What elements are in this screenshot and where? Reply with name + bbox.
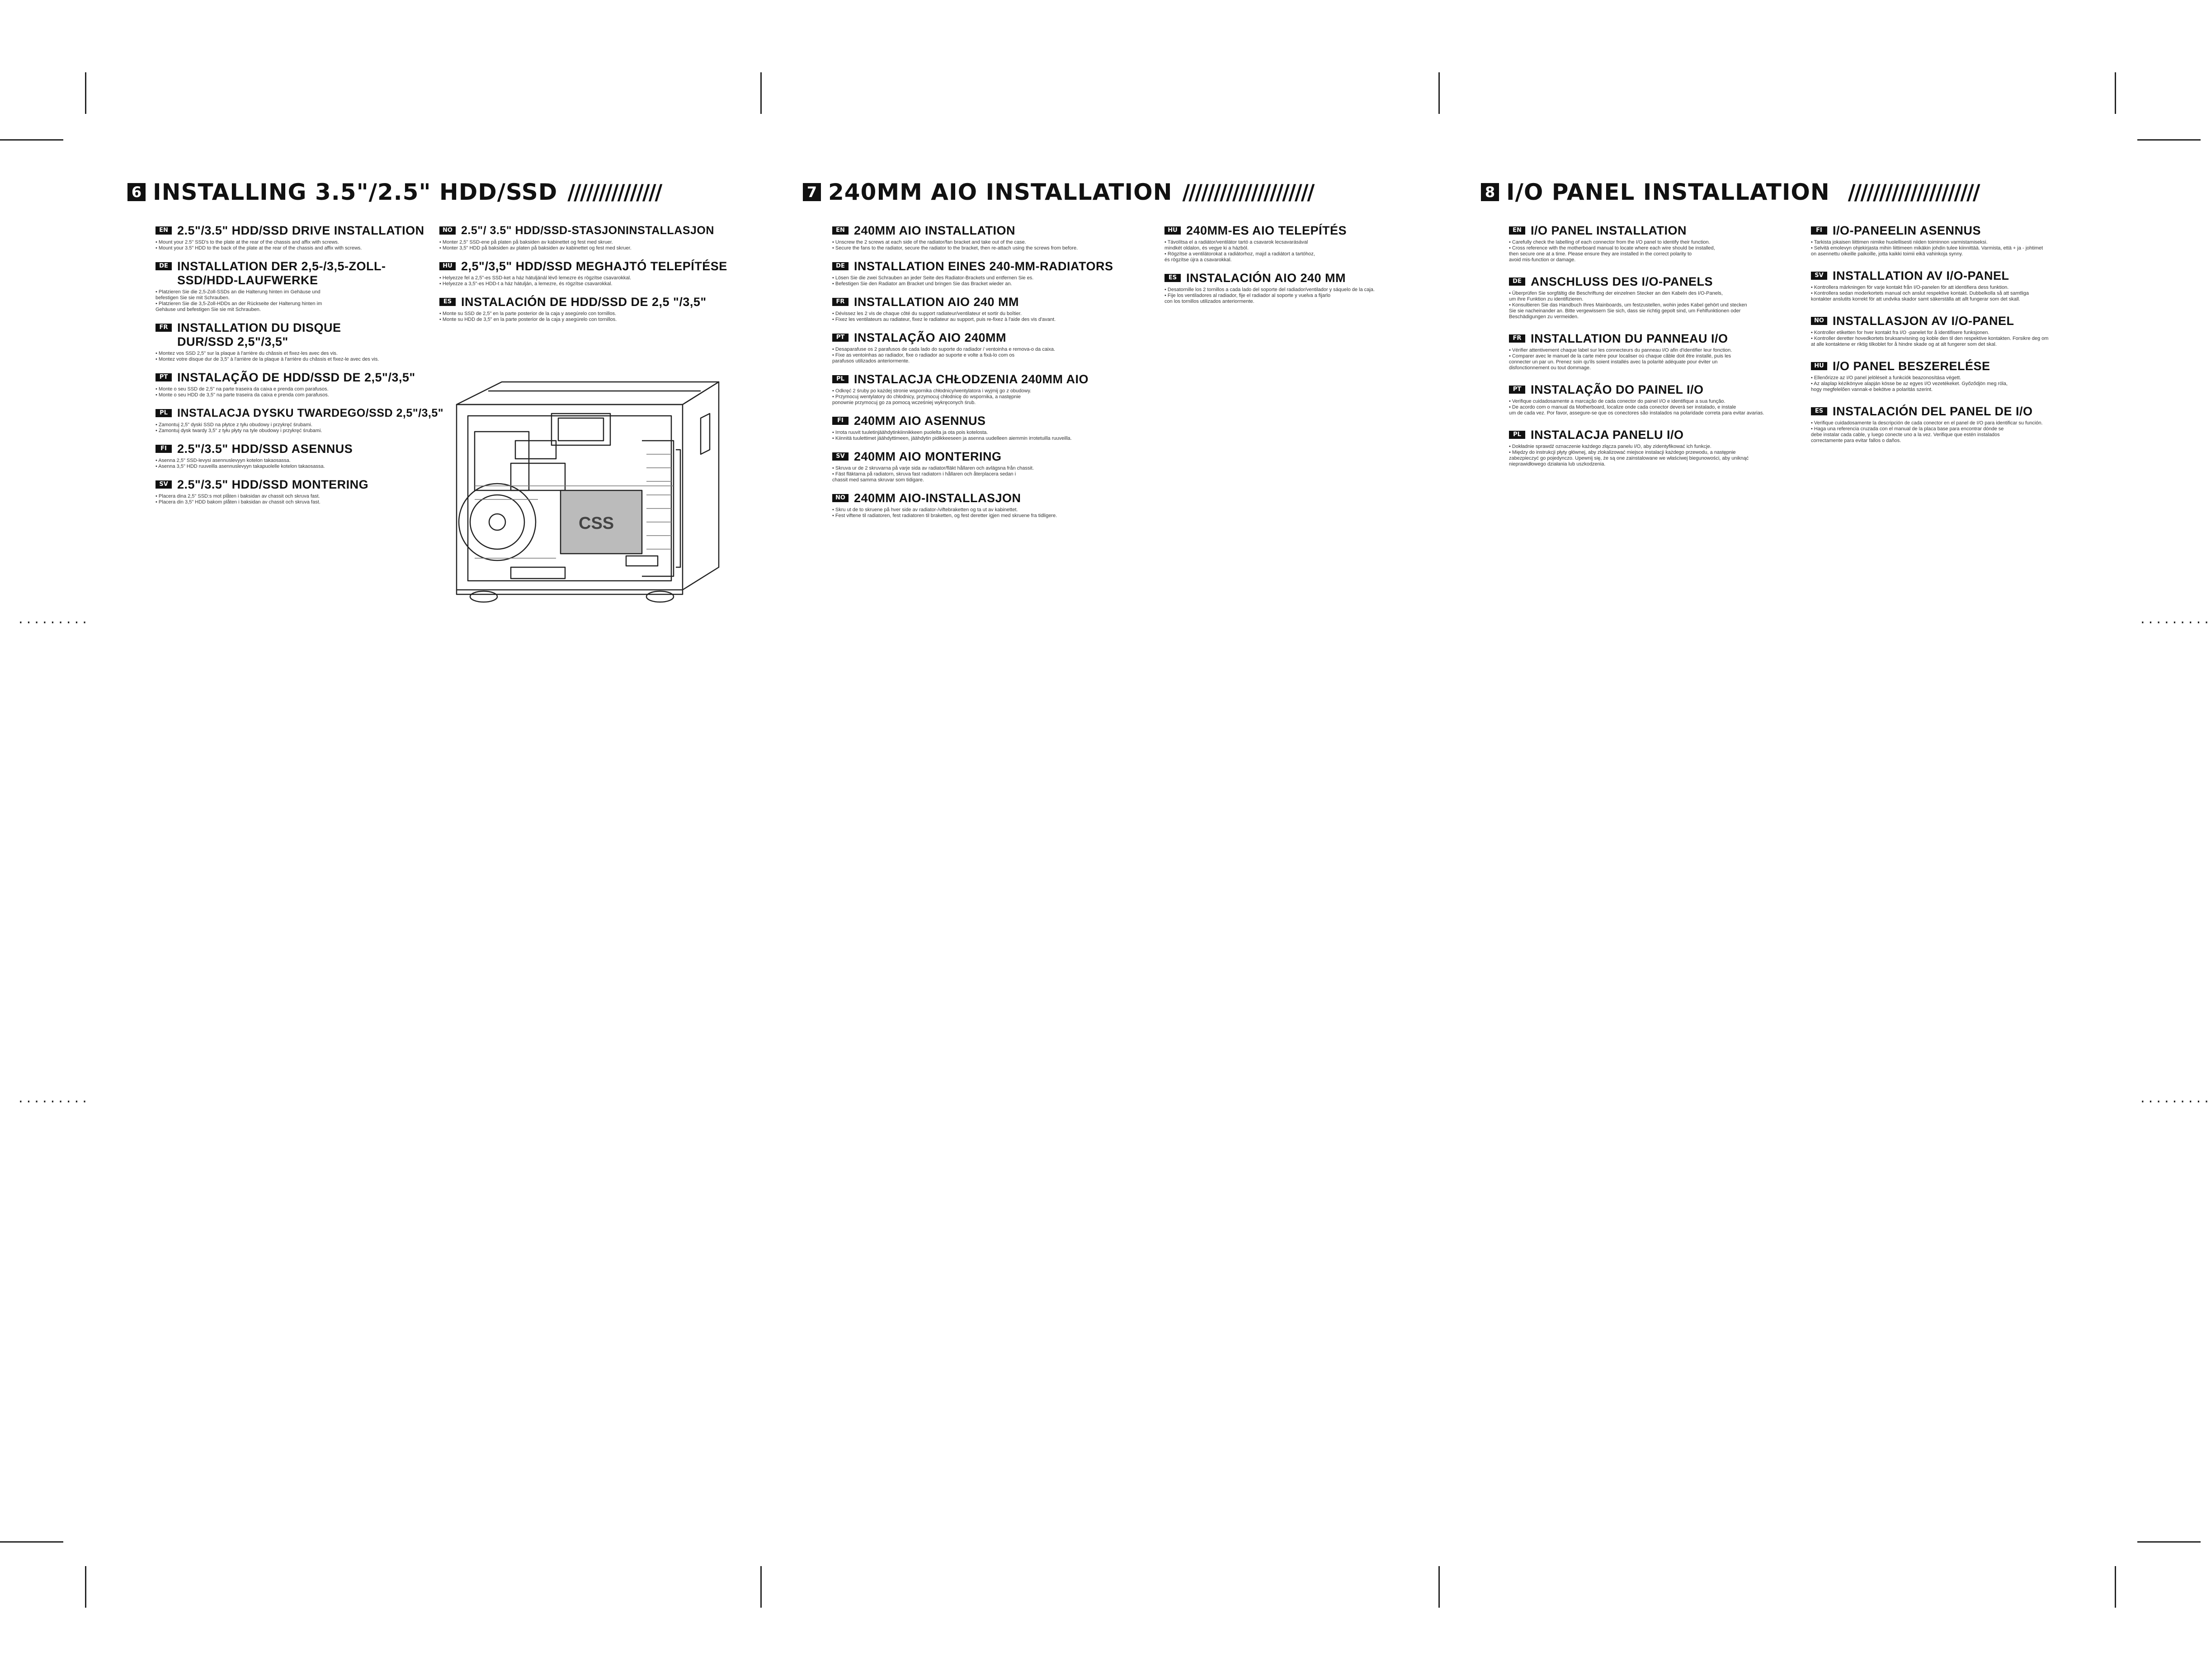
crop-mark — [1438, 1566, 1440, 1608]
language-badge: EN — [1509, 226, 1525, 235]
instruction-line: correctamente para evitar fallos o daños. — [1811, 438, 1901, 443]
decorative-slashes: ///////////////////// — [1848, 180, 1979, 204]
crop-mark — [2137, 139, 2201, 141]
block-title: INSTALACIÓN DE HDD/SSD DE 2,5 "/3,5" — [461, 295, 707, 309]
lang-block-pt — [1509, 383, 1798, 416]
language-badge: FI — [156, 445, 172, 453]
block-title: INSTALACIÓN DEL PANEL DE I/O — [1833, 405, 2033, 418]
decorative-slashes: ///////////////////// — [1182, 180, 1314, 204]
instruction-line: • Tarkista jokaisen liittimen nimike huolellisesti niiden toiminnon varmistamiseksi. — [1811, 240, 1988, 245]
instruction-line: • Rögzítse a ventilátorokat a radiátorhoz, majd a radiátort a tartóhoz, — [1164, 251, 1315, 257]
block-title: ANSCHLUSS DES I/O-PANELS — [1531, 275, 1713, 288]
block-title: INSTALAÇÃO AIO 240MM — [854, 331, 1007, 344]
column-left — [1509, 224, 1798, 475]
language-badge: FR — [1509, 334, 1525, 343]
instruction-line: • Desatornille los 2 tornillos a cada lado del soporte del radiador/ventilador y sáquelo de la caja. — [1164, 287, 1375, 292]
instruction-line: ponownie przymocuj go za pomocą wcześniej wykręconych śrub. — [832, 400, 976, 405]
instruction-line: • Konsultieren Sie das Handbuch Ihres Mainboards, um festzustellen, wohin jedes Kabel gehört und stecken — [1509, 302, 1747, 308]
instruction-line: connecter un par un. Prenez soin qu'ils soient installés avec la polarité adéquate pour éviter un — [1509, 359, 1718, 365]
section-number: 8 — [1481, 183, 1499, 201]
block-title: INSTALACIÓN AIO 240 MM — [1186, 271, 1346, 285]
block-title: 240MM AIO MONTERING — [854, 450, 1002, 463]
section-title: 240MM AIO INSTALLATION — [828, 179, 1173, 205]
language-badge: ES — [1164, 274, 1181, 282]
instruction-line: kontakter anslutits korrekt för att undvika skador samt säkerställa att allt fungerar som det skall. — [1811, 296, 2020, 302]
section-heading — [127, 172, 769, 212]
lang-block-es — [1811, 405, 2091, 444]
column-left — [832, 224, 1158, 527]
instruction-line: • Monte su HDD de 3,5" en la parte posterior de la caja y asegúrelo con tornillos. — [439, 317, 617, 322]
block-title: 240MM AIO-INSTALLASJON — [854, 491, 1021, 505]
instruction-line: • Fest viftene til radiatoren, fest radiatoren til braketten, og fest deretter igjen med skruene fra tidligere. — [832, 513, 1057, 518]
language-badge: DE — [832, 262, 849, 270]
instruction-line: chassit med samma skruvar som tidigare. — [832, 477, 924, 483]
language-badge: PT — [1509, 386, 1525, 394]
instruction-line: • Kontroller etiketten for hver kontakt fra I/O -panelet for å identifisere funksjonen. — [1811, 330, 1989, 335]
instruction-line: • Między do instrukcji płyty głównej, aby zlokalizować miejsce instalacji każdego przewodu, a następnie — [1509, 450, 1736, 455]
instruction-line: • Fixez les ventilateurs au radiateur, fixez le radiateur au support, puis re-fixez à l'aide des vis d'avant. — [832, 317, 1056, 322]
instruction-line: debe instalar cada cable, y luego conecte uno a la vez. Verifique que estén instalados — [1811, 432, 2000, 438]
instruction-line: hogy megfelelően vannak-e bekötve a polaritás szerint. — [1811, 387, 1933, 392]
instruction-line: • Platzieren Sie die 2,5-Zoll-SSDs an die Halterung hinten im Gehäuse und — [156, 289, 321, 295]
instruction-line: • Unscrew the 2 screws at each side of the radiator/fan bracket and take out of the case. — [832, 240, 1026, 245]
block-title: INSTALLATION DU PANNEAU I/O — [1531, 332, 1728, 345]
block-title: 2,5"/3,5" HDD/SSD MEGHAJTÓ TELEPÍTÉSE — [461, 259, 727, 273]
block-title: I/O-PANEELIN ASENNUS — [1833, 224, 1981, 237]
instruction-line: • Carefully check the labelling of each connector from the I/O panel to identify their function. — [1509, 240, 1710, 245]
language-badge: DE — [156, 262, 172, 270]
block-title: INSTALACJA PANELU I/O — [1531, 428, 1684, 442]
section-number: 6 — [127, 183, 146, 201]
instruction-line: • Mount your 3.5" HDD to the back of the plate at the rear of the chassis and affix with screws. — [156, 245, 362, 251]
instruction-line: • Monter 3,5" HDD på baksiden av platen på baksiden av kabinettet og fest med skruer. — [439, 245, 632, 251]
instruction-line: zabezpieczyć go pojedynczo. Upewnij się, że są one zainstalowane we właściwej biegunowości, aby uniknąć — [1509, 456, 1749, 461]
crop-mark — [0, 139, 63, 141]
block-title: 2.5"/ 3.5" HDD/SSD-STASJONINSTALLASJON — [461, 224, 714, 237]
lang-block-sv — [156, 478, 436, 505]
instruction-line: • Skru ut de to skruene på hver side av radiator-/viftebraketten og ta ut av kabinettet. — [832, 507, 1018, 513]
fold-mark: ......... — [17, 613, 89, 626]
instruction-line: on asennettu oikeille paikoille, jotta kaikki toimii eikä vahinkoja synny. — [1811, 251, 1963, 257]
section-heading — [803, 172, 1445, 212]
case-illustration — [448, 377, 737, 608]
language-badge: HU — [1811, 362, 1827, 370]
instruction-line: avoid mis-function or damage. — [1509, 257, 1576, 263]
instruction-line: • Távolítsa el a radiátor/ventilátor tartó a csavarok lecsavarásával — [1164, 240, 1308, 245]
fold-mark: ......... — [2139, 613, 2211, 626]
language-badge: ES — [1811, 407, 1827, 415]
crop-mark — [2115, 72, 2116, 114]
language-badge: PL — [832, 375, 849, 383]
block-title: I/O PANEL INSTALLATION — [1531, 224, 1687, 237]
language-badge: FR — [156, 324, 172, 332]
language-badge: EN — [156, 226, 172, 235]
lang-block-de — [832, 259, 1158, 287]
lang-block-fr — [832, 295, 1158, 323]
lang-block-sv — [832, 450, 1158, 483]
instruction-line: • Asenna 2,5" SSD-levysi asennuslevyyn kotelon takaosassa. — [156, 458, 291, 463]
crop-mark — [1438, 72, 1440, 114]
section-hdd-ssd — [127, 172, 769, 579]
block-title: INSTALACJA DYSKU TWARDEGO/SSD 2,5"/3,5" — [177, 407, 444, 419]
instruction-line: mindkét oldalon, és vegye ki a házból. — [1164, 245, 1249, 251]
fold-mark: ......... — [2139, 1092, 2211, 1106]
instruction-line: • Secure the fans to the radiator, secure the radiator to the bracket, then re-attach using the screws from before. — [832, 245, 1078, 251]
column-left — [156, 224, 444, 513]
instruction-line: • Dévissez les 2 vis de chaque côté du support radiateur/ventilateur et sortir du boîtier. — [832, 311, 1022, 316]
block-title: INSTALLATION EINES 240-MM-RADIATORS — [854, 259, 1113, 273]
crop-mark — [2115, 1566, 2116, 1608]
instruction-line: Sie sie nacheinander an. Bitte vergewissern Sie sich, dass sie richtig gepolt sind, um Fehlfunktionen oder — [1509, 308, 1741, 314]
decorative-slashes: /////////////// — [567, 180, 661, 204]
section-io-panel — [1481, 172, 2114, 579]
block-title: INSTALLATION DER 2,5-/3,5-ZOLL-SSD/HDD-LAUFWERKE — [177, 259, 386, 287]
instruction-line: • Kontrollera märkningen för varje kontakt från I/O-panelen för att identifiera dess funktion. — [1811, 285, 2009, 290]
block-title: INSTALLATION AV I/O-PANEL — [1833, 269, 2009, 282]
lang-block-pl — [832, 372, 1158, 406]
instruction-line: • Placera dina 2,5" SSD:s mot plåten i baksidan av chassit och skruva fast. — [156, 494, 320, 499]
lang-block-es — [1164, 271, 1427, 305]
language-badge: SV — [1811, 272, 1827, 280]
instruction-line: • Przymocuj wentylatory do chłodnicy, przymocuj chłodnicę do wspornika, a następnie — [832, 394, 1021, 400]
lang-block-fi — [832, 414, 1158, 442]
lang-block-en — [832, 224, 1158, 251]
block-title: INSTALAÇÃO DE HDD/SSD DE 2,5"/3,5" — [177, 371, 415, 384]
instruction-line: • Monter 2,5" SSD-ene på platen på baksiden av kabinettet og fest med skruer. — [439, 240, 613, 245]
block-title: INSTALLASJON AV I/O-PANEL — [1833, 314, 2014, 328]
lang-block-sv — [1811, 269, 2091, 302]
block-title: 2.5"/3.5" HDD/SSD MONTERING — [177, 478, 369, 491]
section-aio — [803, 172, 1445, 579]
lang-block-pl — [156, 406, 444, 434]
instruction-line: con los tornillos utilizados anteriormente. — [1164, 299, 1254, 304]
lang-block-pt — [156, 371, 436, 398]
instruction-line: • Monte su SSD de 2,5" en la parte posterior de la caja y asegúrelo con tornillos. — [439, 311, 617, 316]
instruction-line: Beschädigungen zu vermeiden. — [1509, 314, 1579, 320]
instruction-line: • Zamontuj dysk twardy 3,5" z tyłu płyty na tyle obudowy i przykręć śrubami. — [156, 428, 322, 433]
language-badge: EN — [832, 226, 849, 235]
crop-mark — [760, 1566, 762, 1608]
lang-block-de — [1509, 275, 1798, 320]
instruction-line: • Lösen Sie die zwei Schrauben an jeder Seite des Radiator-Brackets und entfernen Sie es. — [832, 275, 1034, 281]
instruction-line: • Fäst fläktarna på radiatorn, skruva fast radiatorn i hållaren och återplacera sedan i — [832, 471, 1016, 477]
lang-block-fr — [156, 321, 436, 362]
instruction-line: um de cada vez. Por favor, assegure-se que os conectores são instalados na polaridade correta para evitar avarias. — [1509, 410, 1764, 416]
lang-block-de — [156, 259, 436, 313]
lang-block-en — [156, 224, 436, 251]
language-badge: SV — [156, 480, 172, 489]
instruction-line: • Haga una referencia cruzada con el manual de la placa base para encontrar dónde se — [1811, 426, 2004, 432]
instruction-line: • Dokładnie sprawdź oznaczenie każdego złącza panelu I/O, aby zidentyfikować ich funkcje. — [1509, 444, 1711, 449]
block-title: 2.5"/3.5" HDD/SSD ASENNUS — [177, 442, 353, 456]
instruction-line: • Zamontuj 2,5" dyski SSD na płytce z tyłu obudowy i przykręć śrubami. — [156, 422, 313, 428]
block-title: INSTALACJA CHŁODZENIA 240MM AIO — [854, 372, 1089, 386]
language-badge: NO — [832, 494, 849, 502]
section-heading — [1481, 172, 2114, 212]
instruction-line: • Überprüfen Sie sorgfältig die Beschriftung der einzelnen Stecker an den Kabeln des I/O-Panels, — [1509, 291, 1723, 296]
language-badge: PT — [156, 373, 172, 381]
instruction-line: • Irrota ruuvit tuuletinjäähdytinkiinnikkeen puolelta ja ota pois kotelosta. — [832, 430, 988, 435]
instruction-line: • Helyezze fel a 2,5"-es SSD-ket a ház hátuljánál lévő lemezre és rögzítse csavarokkal. — [439, 275, 632, 281]
instruction-line: • Kiinnitä tuulettimet jäähdyttimeen, jäähdytin pidikkeeseen ja asenna uudelleen aiemmin irrotetuilla ruuveilla. — [832, 436, 1072, 441]
instruction-line: • Placera din 3,5" HDD bakom plåten i baksidan av chassit och skruva fast. — [156, 499, 321, 505]
instruction-line: • Monte o seu HDD de 3,5" na parte traseira da caixa e prenda com parafusos. — [156, 392, 329, 398]
instruction-line: és rögzítse újra a csavarokkal. — [1164, 257, 1232, 263]
instruction-line: then secure one at a time. Please ensure they are installed in the correct polarity to — [1509, 251, 1692, 257]
language-badge: HU — [439, 262, 456, 270]
instruction-line: • Fije los ventiladores al radiador, fije el radiador al soporte y vuelva a fijarlo — [1164, 293, 1331, 298]
column-right — [1811, 224, 2091, 452]
lang-block-fr — [1509, 332, 1798, 371]
language-badge: FI — [1811, 226, 1827, 235]
instruction-line: • Comparer avec le manuel de la carte mère pour localiser où chaque câble doit être installé, puis les — [1509, 353, 1731, 359]
drive-label: CSS — [579, 514, 614, 533]
instruction-line: • Verifique cuidadosamente a marcação de cada conector do painel I/O e identifique a sua função. — [1509, 399, 1725, 404]
instruction-line: nieprawidłowego działania lub uszkodzenia. — [1509, 461, 1606, 467]
lang-block-hu — [1164, 224, 1427, 263]
block-title: 2.5"/3.5" HDD/SSD DRIVE INSTALLATION — [177, 224, 424, 237]
lang-block-hu — [1811, 359, 2091, 393]
section-number: 7 — [803, 183, 821, 201]
crop-mark — [2137, 1541, 2201, 1543]
language-badge: HU — [1164, 226, 1181, 235]
language-badge: NO — [439, 226, 456, 235]
fold-mark: ......... — [17, 1092, 89, 1106]
instruction-line: at alle kontaktene er riktig tilkoblet for å hindre skade og at alt fungerer som det skal. — [1811, 342, 1997, 347]
lang-block-hu — [439, 259, 729, 287]
lang-block-no — [1811, 314, 2091, 348]
instruction-line: • Fixe as ventoinhas ao radiador, fixe o radiador ao suporte e volte a fixá-lo com os — [832, 353, 1015, 358]
language-badge: PL — [1509, 431, 1525, 439]
lang-block-en — [1509, 224, 1798, 263]
instruction-line: • Befestigen Sie den Radiator am Bracket und bringen Sie das Bracket wieder an. — [832, 281, 1012, 287]
language-badge: FI — [832, 417, 849, 425]
instruction-line: • Montez votre disque dur de 3,5" à l'arrière de la plaque à l'arrière du châssis et fixez-le avec des vis. — [156, 357, 379, 362]
instruction-line: • Desaparafuse os 2 parafusos de cada lado do suporte do radiador / ventoinha e remova-o da caixa. — [832, 347, 1056, 352]
instruction-line: • Cross reference with the motherboard manual to locate where each wire should be installed, — [1509, 245, 1715, 251]
instruction-line: disfonctionnement ou tout dommage. — [1509, 365, 1591, 371]
instruction-line: • Ellenőrizze az I/O panel jelöléseit a funkciók beazonosítása végett. — [1811, 375, 1961, 381]
instruction-line: • De acordo com o manual da Motherboard, localize onde cada conector deverá ser instalado, e instale — [1509, 405, 1736, 410]
instruction-line: • Verifique cuidadosamente la descripción de cada conector en el panel de I/O para identificar su función. — [1811, 420, 2043, 426]
instruction-line: • Helyezze a 3,5"-es HDD-t a ház hátulján, a lemezre, és rögzítse csavarokkal. — [439, 281, 613, 287]
block-title: 240MM-ES AIO TELEPÍTÉS — [1186, 224, 1347, 237]
block-title: 240MM AIO INSTALLATION — [854, 224, 1016, 237]
crop-mark — [85, 1566, 86, 1608]
section-title: I/O PANEL INSTALLATION — [1506, 179, 1830, 205]
language-badge: PL — [156, 409, 172, 417]
instruction-line: • Selvitä emolevyn ohjekirjasta mihin liittimeen mikäkin johdin tulee kiinnittää. Varmista, että + ja - johtimet — [1811, 245, 2043, 251]
instruction-line: • Az alaplap kézikönyve alapján kösse be az egyes I/O vezetékeket. Győződjön meg róla, — [1811, 381, 2008, 386]
instruction-line: um ihre Funktion zu identifizieren. — [1509, 296, 1584, 302]
block-title: 240MM AIO ASENNUS — [854, 414, 986, 428]
instruction-line: Gehäuse und befestigen Sie sie mit Schrauben. — [156, 307, 261, 312]
column-right — [1164, 224, 1427, 313]
crop-mark — [85, 72, 86, 114]
instruction-line: • Mount your 2.5" SSD's to the plate at the rear of the chassis and affix with screws. — [156, 240, 339, 245]
language-badge: ES — [439, 298, 456, 306]
crop-mark — [760, 72, 762, 114]
lang-block-pt — [832, 331, 1158, 364]
language-badge: SV — [832, 452, 849, 461]
instruction-line: • Asenna 3,5" HDD ruuveilla asennuslevyyn takapuolelle kotelon takaosassa. — [156, 464, 325, 469]
lang-block-fi — [156, 442, 436, 470]
instruction-line: befestigen Sie sie mit Schrauben. — [156, 295, 230, 301]
block-title: INSTALAÇÃO DO PAINEL I/O — [1531, 383, 1704, 396]
crop-mark — [0, 1541, 63, 1543]
instruction-line: parafusos utilizados anteriormente. — [832, 358, 910, 364]
instruction-line: • Odkręć 2 śruby po każdej stronie wspornika chłodnicy/wentylatora i wyjmij go z obudowy. — [832, 388, 1032, 394]
column-right — [439, 224, 729, 331]
language-badge: FR — [832, 298, 849, 306]
language-badge: PT — [832, 334, 849, 342]
language-badge: DE — [1509, 278, 1525, 286]
lang-block-pl — [1509, 428, 1798, 467]
block-title: I/O PANEL BESZERELÉSE — [1833, 359, 1990, 373]
instruction-line: • Kontroller deretter hovedkortets bruksanvisning og koble den til den respektive kontakten. Forsikre deg om — [1811, 336, 2049, 341]
block-title: INSTALLATION DU DISQUE DUR/SSD 2,5"/3,5" — [177, 321, 341, 348]
instruction-line: • Skruva ur de 2 skruvarna på varje sida av radiator/fläkt hållaren och avlägsna från chassit. — [832, 466, 1034, 471]
instruction-line: • Kontrollera sedan moderkortets manual och anslut respektive kontakt. Dubbelkolla så att samtliga — [1811, 291, 2029, 296]
instruction-line: • Platzieren Sie die 3,5-Zoll-HDDs an der Rückseite der Halterung hinten im — [156, 301, 322, 306]
section-title: INSTALLING 3.5"/2.5" HDD/SSD — [153, 179, 558, 205]
instruction-line: • Monte o seu SSD de 2,5" na parte traseira da caixa e prenda com parafusos. — [156, 386, 329, 392]
lang-block-no — [439, 224, 729, 251]
lang-block-fi — [1811, 224, 2091, 257]
block-title: INSTALLATION AIO 240 MM — [854, 295, 1019, 309]
instruction-line: • Montez vos SSD 2,5" sur la plaque à l'arrière du châssis et fixez-les avec des vis. — [156, 351, 338, 356]
lang-block-es — [439, 295, 729, 323]
language-badge: NO — [1811, 317, 1827, 325]
instruction-line: • Vérifier attentivement chaque label sur les connecteurs du panneau I/O afin d'identifier leur fonction. — [1509, 348, 1732, 353]
lang-block-no — [832, 491, 1158, 519]
